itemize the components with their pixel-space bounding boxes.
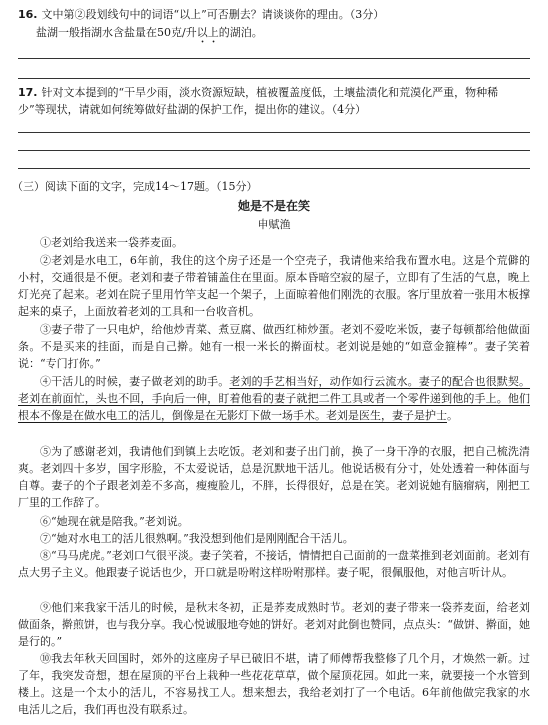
paragraph-4: ④干活儿的时候，妻子做老刘的助手。老刘的手艺相当好，动作如行云流水。妻子的配合也很默契。老刘在前面忙，头也不回，手向后一伸，盯着他看的妻子就把二件工具或者一个零件递到他的手上。他们根本不像是在做水电工的活儿，倒像是在无影灯下做一场手术。老刘是医生，妻子是护士。 bbox=[18, 375, 531, 422]
answer-line[interactable] bbox=[18, 78, 530, 79]
answer-line[interactable] bbox=[18, 150, 530, 151]
paragraph-1: ①老刘给我送来一袋荞麦面。 bbox=[40, 236, 183, 249]
article-title: 她是不是在笑 bbox=[237, 199, 310, 213]
question-16-quote: 盐湖一般指湖水含盐量在50克/升以上的湖泊。 bbox=[36, 26, 263, 39]
paragraph-2: ②老刘是水电工，6年前，我住的这个房子还是一个空壳子，我请他来给我布置水电。这是个荒僻的小村，交通很是不便。老刘和妻子带着铺盖住在里面。原本昏暗空寂的屋子，立即有了生活的气息，晚上灯光亮了起来。老刘在院子里用竹竿支起一个架子，上面晾着他们刚洗的衣服。客厅里放着一张用木板撑起来的桌子，上面放着老刘的工具和一台收音机。 bbox=[18, 254, 530, 318]
question-number: 17. bbox=[18, 86, 38, 99]
paragraph-5: ⑤为了感谢老刘，我请他们到镇上去吃饭。老刘和妻子出门前，换了一身干净的衣服，把自己梳洗清爽。老刘四十多岁，国字形脸，不太爱说话，总是沉默地干活儿。他说话极有分寸，处处透着一种体面与自尊。妻子的个子跟老刘差不多高，瘦瘦脸儿，不胖，长得很好，总是在笑。老刘说她有脑瘤病，刚把工厂里的工作辞了。 bbox=[18, 445, 530, 509]
question-prompt: 针对文本提到的“干旱少雨，淡水资源短缺，植被覆盖度低，土壤盐渍化和荒漠化严重，物种稀 bbox=[41, 86, 499, 99]
answer-line[interactable] bbox=[18, 132, 530, 133]
emphasized-word: 以上 bbox=[196, 26, 219, 39]
answer-line[interactable] bbox=[18, 168, 530, 169]
paragraph-3: ③妻子带了一只电炉，给他炒青菜、煮豆腐、做西红柿炒蛋。老刘不爱吃米饭，妻子每顿都给他做面条。不是买来的挂面，而是自己擀。她有一根一米长的擀面杖。老刘说是她的“如意金箍棒”。妻子笑着说：“专门打你。” bbox=[18, 323, 530, 370]
question-17 bbox=[18, 84, 530, 101]
answer-line[interactable] bbox=[18, 58, 530, 59]
question-16 bbox=[18, 6, 530, 23]
question-number: 16. bbox=[18, 8, 38, 21]
paragraph-6: ⑥“她现在就是陪我。”老刘说。 bbox=[40, 515, 189, 528]
article-author: 申赋渔 bbox=[257, 218, 291, 231]
section-header: （三）阅读下面的文字，完成14～17题。（15分） bbox=[12, 180, 258, 193]
underlined-sentence: 老刘的手艺相当好，动作如行云流水。妻子的配合也很默契。老刘在前面忙，头也不回，手向后一伸，盯着他看的妻子就把二件工具或者一个零件递到他的手上。他们根本不像是在做水电工的活儿，倒像是在无影灯下做一场手术。老刘是医生，妻子是护士 bbox=[18, 375, 531, 422]
paragraph-8: ⑧“马马虎虎。”老刘口气很平淡。妻子笑着，不接话，情情把自己面前的一盘菜推到老刘面前。老刘有点大男子主义。他跟妻子说话也少，开口就是吩咐这样吩咐那样。妻子呢，很佩服他，对他言听计从。 bbox=[18, 549, 530, 579]
paragraph-7: ⑦“她对水电工的活儿很熟啊。”我没想到他们是刚刚配合干活儿。 bbox=[40, 532, 354, 545]
question-17-line2: 少”等现状，请就如何统筹做好盐湖的保护工作，提出你的建议。（4分） bbox=[18, 103, 367, 116]
paragraph-9: ⑨他们来我家干活儿的时候，是秋末冬初，正是荞麦成熟时节。老刘的妻子带来一袋荞麦面，给老刘做面条，擀煎饼，也与我分享。我心悦诚服地夸她的饼好。老刘对此倒也赞同，点点头：“做饼、擀面，她是行的。” bbox=[18, 601, 530, 648]
question-prompt: 文中第②段划线句中的词语“以上”可否删去？请谈谈你的理由。（3分） bbox=[41, 8, 385, 21]
paragraph-10: ⑩我去年秋天回国时，郊外的这座房子早已破旧不堪，请了师傅帮我整修了几个月，才焕然一新。过了年，我突发奇想，想在屋顶的平台上栽种一些花花草草，做个屋顶花园。如此一来，就要接一个水管到楼上。这是一个太小的活儿，不容易找工人。想来想去，我给老刘打了一个电话。6年前他做完我家的水电活儿之后，我们再也没有联系过。 bbox=[18, 652, 530, 716]
